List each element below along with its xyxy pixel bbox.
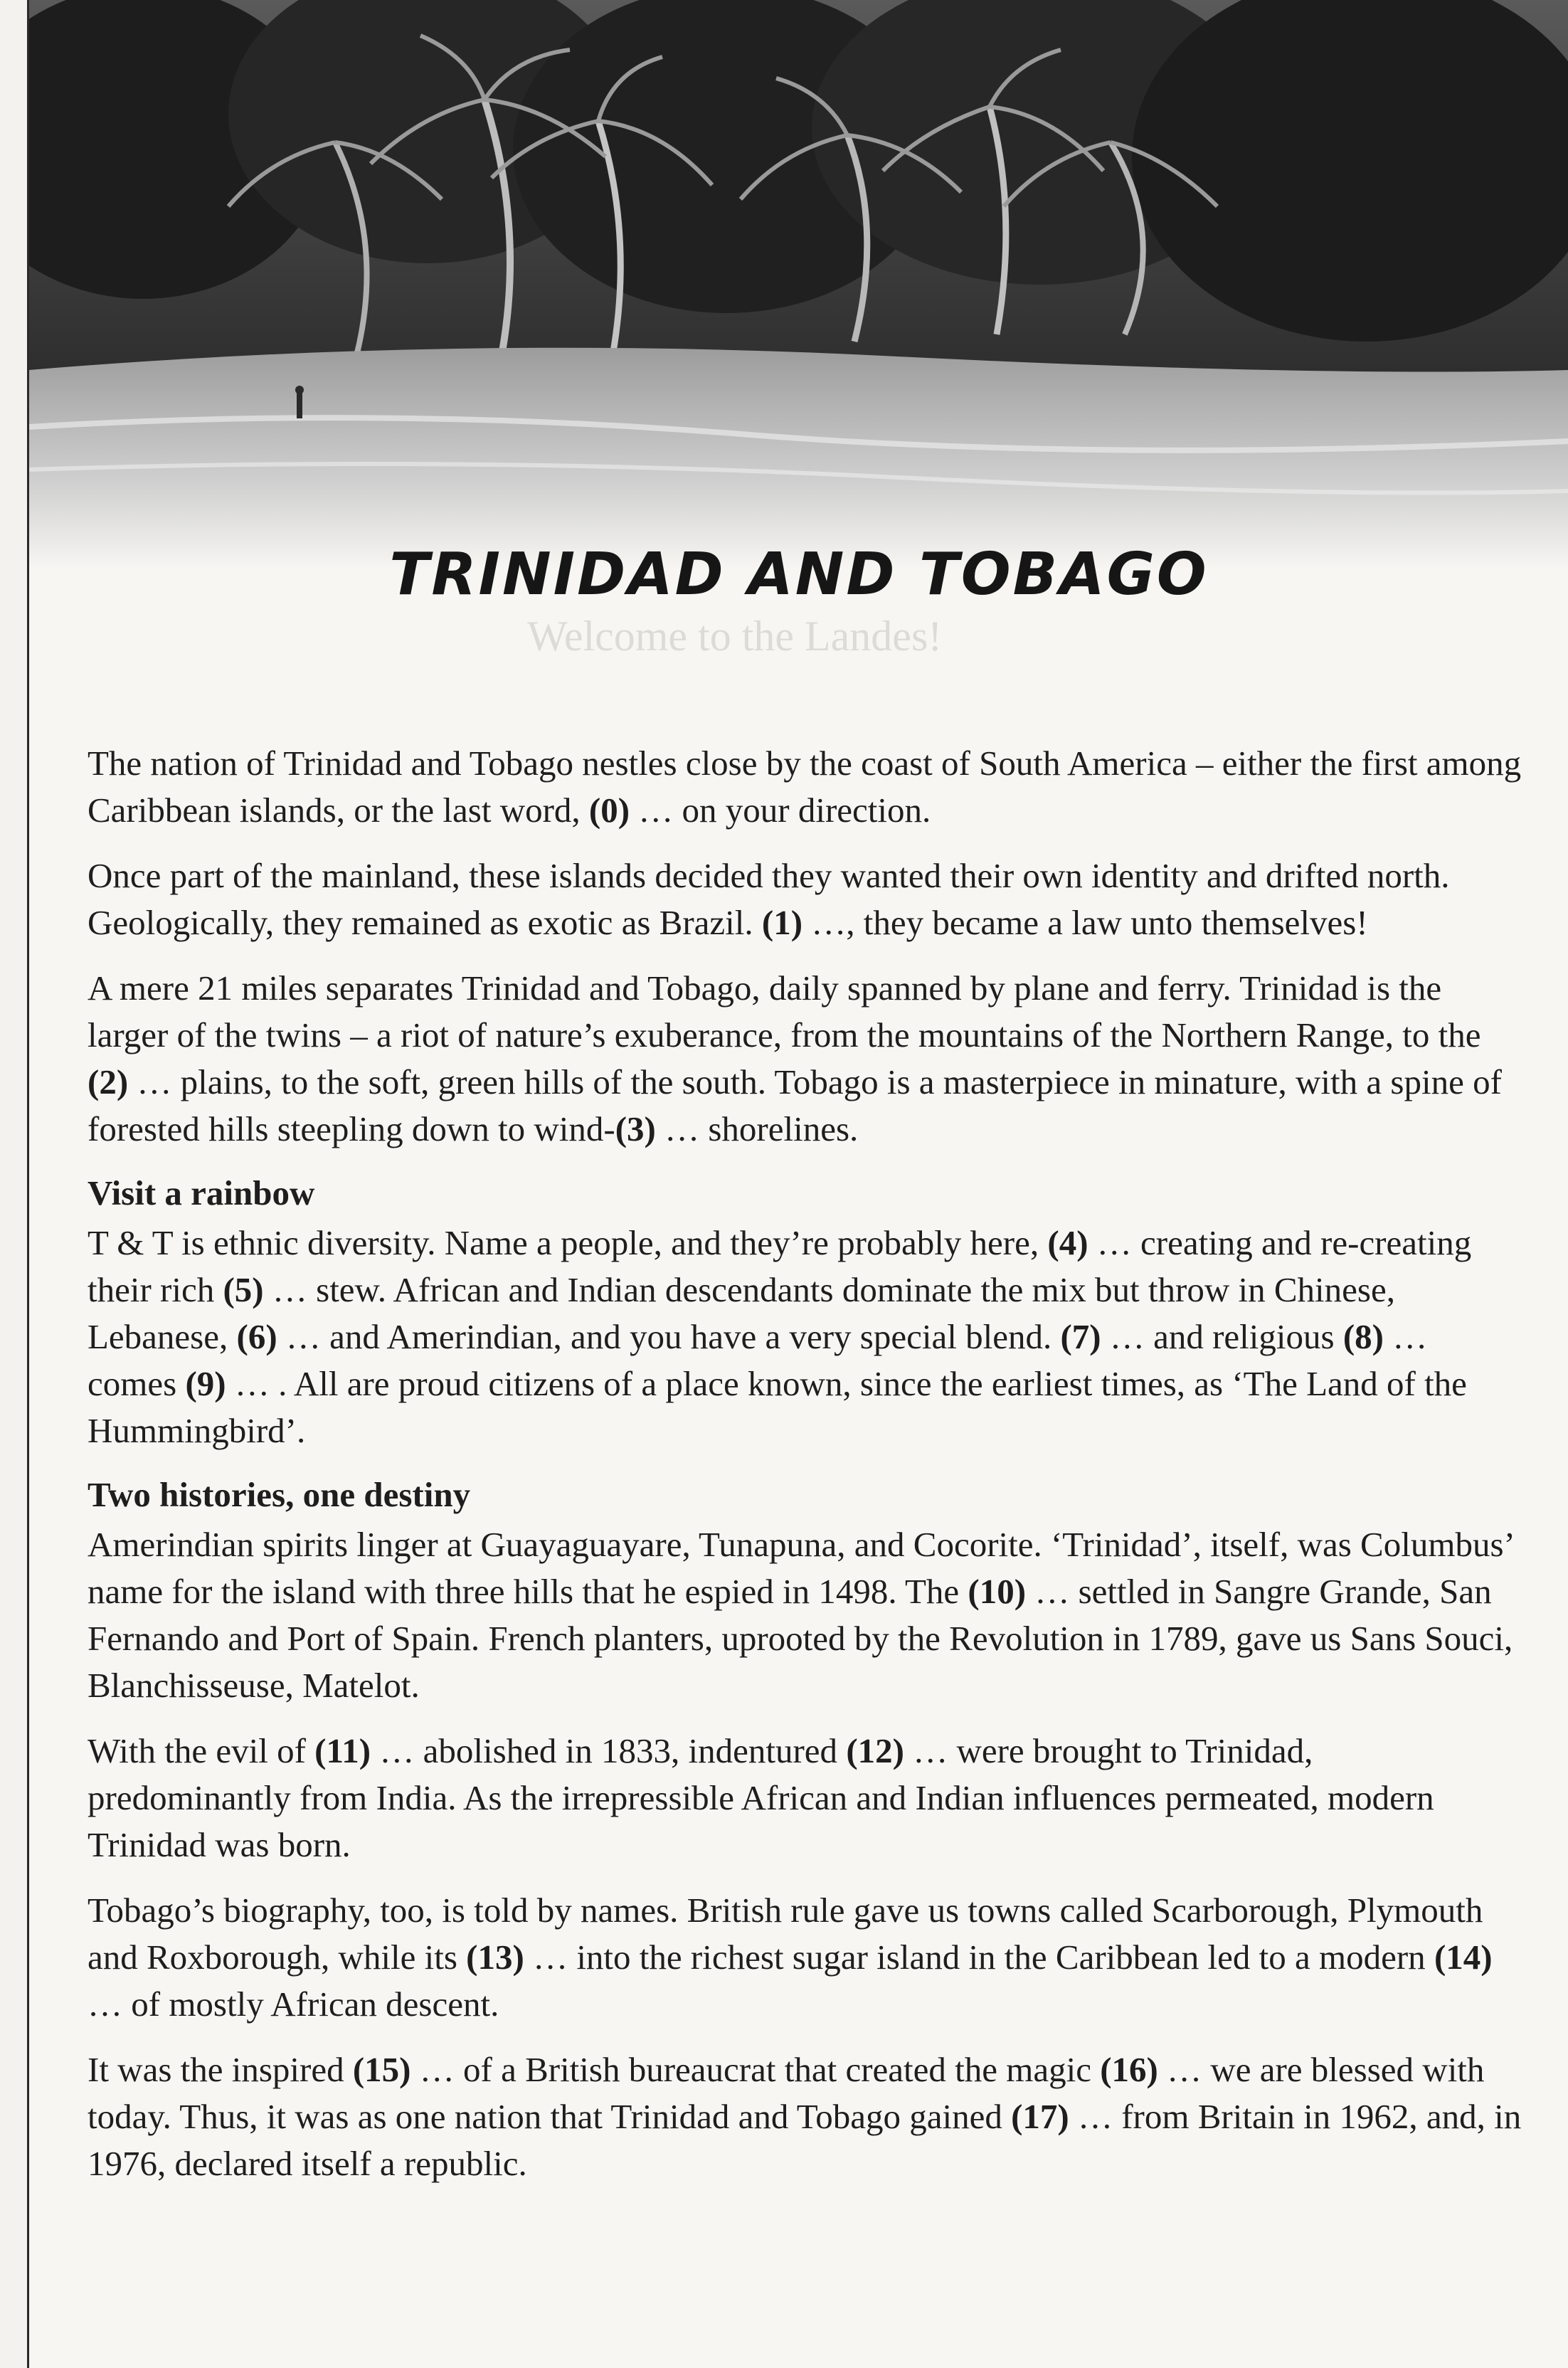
gap-13: (13) bbox=[466, 1938, 524, 1977]
gap-10: (10) bbox=[968, 1572, 1027, 1611]
gap-6: (6) bbox=[236, 1317, 277, 1356]
paragraph-histories-2: With the evil of (11) … abolished in 1833, indentured (12) … were brought to Trinidad, predominantly from India. As the irrepressible African and Indian influences permeated, modern Trinidad was born. bbox=[88, 1731, 1434, 1864]
gap-16: (16) bbox=[1100, 2050, 1158, 2089]
paragraph-histories-3: Tobago’s biography, too, is told by names. British rule gave us towns called Scarborough, Plymouth and Roxborough, while its (13) … into the richest sugar island in the Caribbean led to a modern (14) … of mostly African descent. bbox=[88, 1891, 1493, 2024]
article-body bbox=[88, 740, 1525, 2206]
gap-5: (5) bbox=[223, 1270, 264, 1309]
paragraph-intro-1: The nation of Trinidad and Tobago nestles close by the coast of South America – either the first among Caribbean islands, or the last word, (0) … on your direction. bbox=[88, 744, 1522, 830]
paragraph-intro-2: Once part of the mainland, these islands decided they wanted their own identity and drifted north. Geologically, they remained as exotic as Brazil. (1) …, they became a law unto themselves! bbox=[88, 856, 1450, 942]
show-through-text: Welcome to the Landes! bbox=[527, 613, 943, 660]
beach-photo bbox=[29, 0, 1568, 569]
gap-14: (14) bbox=[1434, 1938, 1493, 1977]
page bbox=[27, 0, 1568, 2368]
paragraph-histories-1: Amerindian spirits linger at Guayaguayare, Tunapuna, and Cocorite. ‘Trinidad’, itself, was Columbus’ name for the island with three hills that he espied in 1498. The (10) … settled in Sangre Grande, San Fernando and Port of Spain. French planters, uprooted by the Revolution in 1789, gave us Sans Souci, Blanchisseuse, Matelot. bbox=[88, 1525, 1513, 1705]
gap-7: (7) bbox=[1060, 1317, 1101, 1356]
gap-15: (15) bbox=[352, 2050, 411, 2089]
gap-2: (2) bbox=[88, 1062, 129, 1101]
gap-1: (1) bbox=[761, 903, 803, 942]
paragraph-rainbow: T & T is ethnic diversity. Name a people, and they’re probably here, (4) … creating and re-creating their rich (5) … stew. African and Indian descendants dominate the mix but throw in Chinese, Lebanese, (6) … and Amerindian, and you have a very special blend. (7) … and religious (8) … comes (9) … . All are proud citizens of a place known, since the earliest times, as ‘The Land of the Hummingbird’. bbox=[88, 1223, 1472, 1450]
gap-4: (4) bbox=[1047, 1223, 1088, 1262]
gap-11: (11) bbox=[314, 1731, 371, 1770]
paragraph-intro-3: A mere 21 miles separates Trinidad and Tobago, daily spanned by plane and ferry. Trinidad is the larger of the twins – a riot of nature’s exuberance, from the mountains of the Northern Range, to the (2) … plains, to the soft, green hills of the south. Tobago is a masterpiece in minature, with a spine of forested hills steepling down to wind-(3) … shorelines. bbox=[88, 968, 1502, 1148]
gap-17: (17) bbox=[1011, 2097, 1069, 2136]
gap-9: (9) bbox=[185, 1364, 226, 1403]
gap-12: (12) bbox=[846, 1731, 904, 1770]
section-heading-histories: Two histories, one destiny bbox=[88, 1475, 471, 1514]
gap-8: (8) bbox=[1342, 1317, 1384, 1356]
gap-0: (0) bbox=[588, 791, 630, 830]
gap-3: (3) bbox=[615, 1109, 656, 1148]
paragraph-histories-4: It was the inspired (15) … of a British bureaucrat that created the magic (16) … we are blessed with today. Thus, it was as one nation that Trinidad and Tobago gained (17) … from Britain in 1962, and, in 1976, declared itself a republic. bbox=[88, 2050, 1522, 2183]
section-heading-rainbow: Visit a rainbow bbox=[88, 1173, 315, 1212]
page-title: TRINIDAD AND TOBAGO bbox=[389, 541, 1209, 608]
